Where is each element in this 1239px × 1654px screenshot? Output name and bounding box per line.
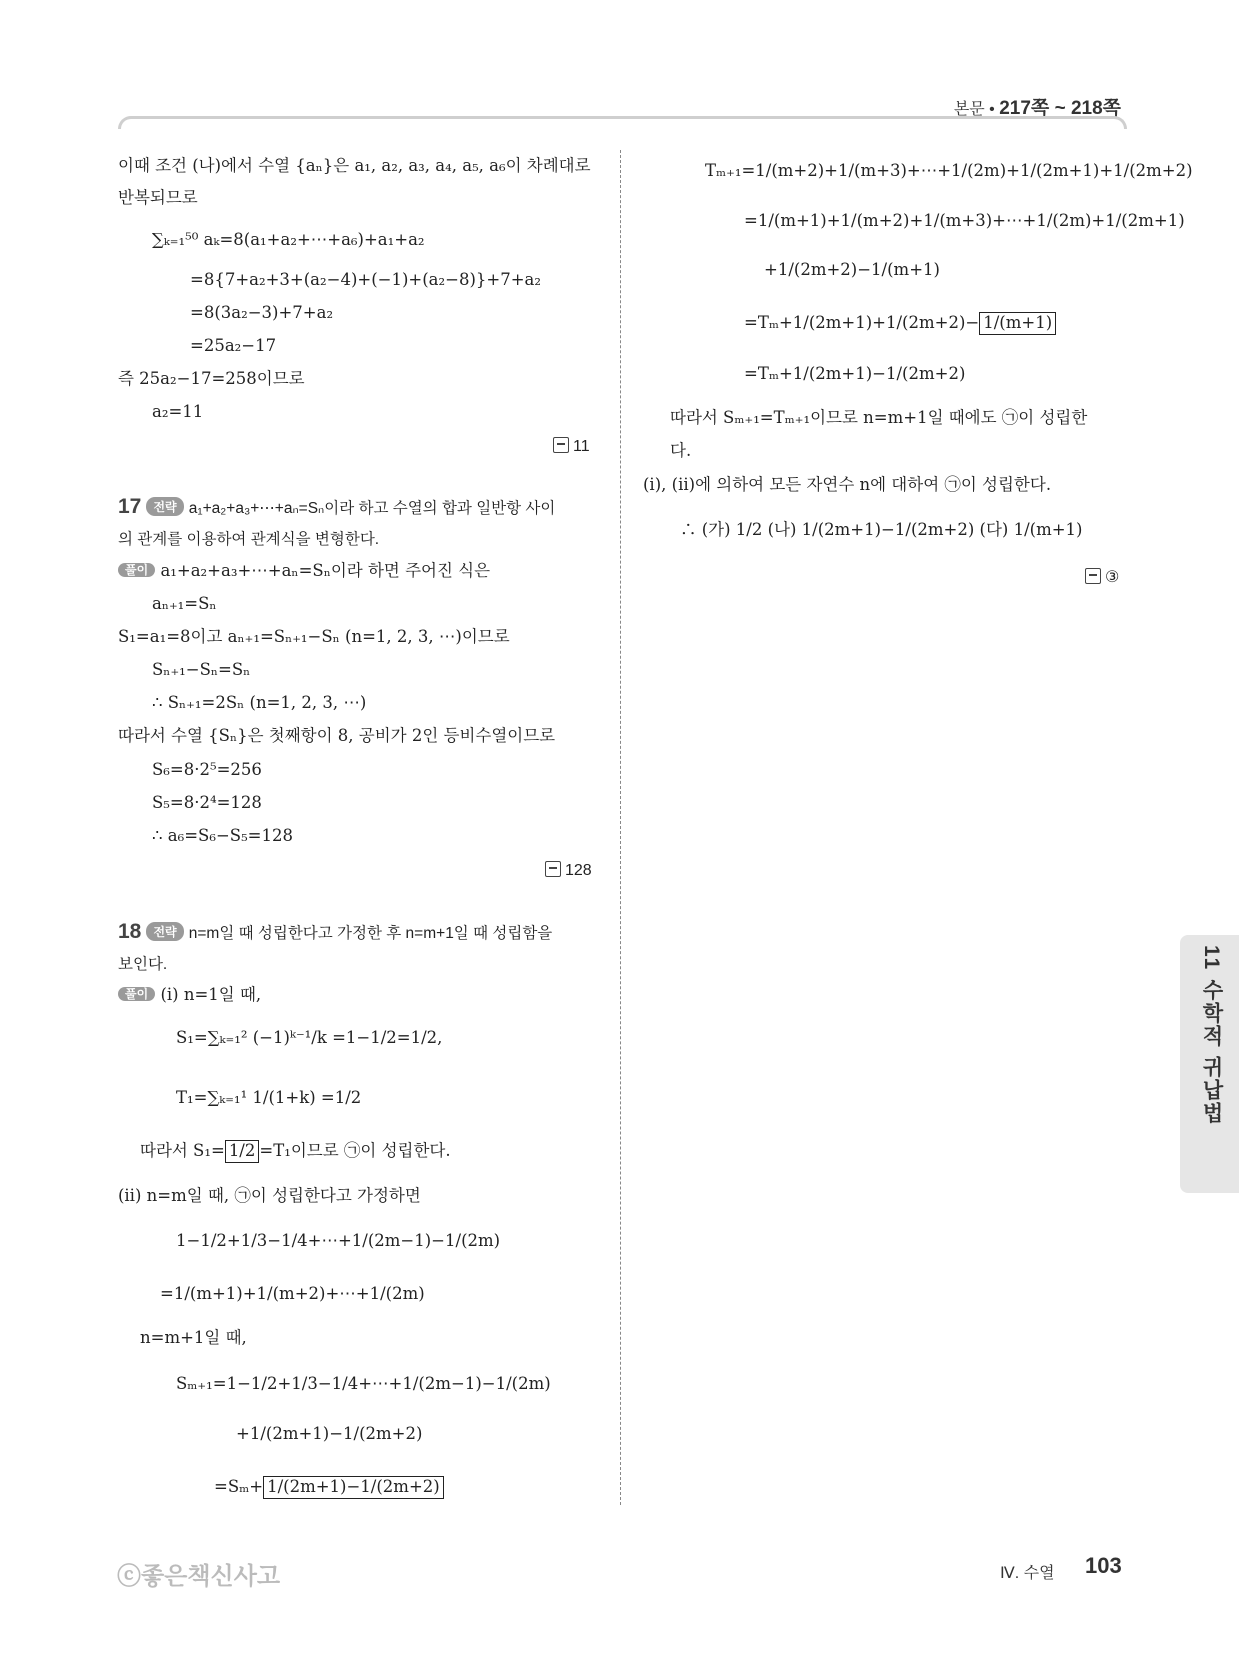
equation-line: ∴ Sₙ₊₁=2Sₙ (n=1, 2, 3, ⋯) (152, 693, 367, 712)
equation-line: ∴ a₆=S₆−S₅=128 (152, 826, 293, 845)
equation-line: S₅=8·2⁴=128 (152, 793, 262, 812)
problem-number: 17 (118, 495, 142, 518)
page-number: 103 (1085, 1553, 1122, 1578)
blank-da: 1/(m+1) (979, 312, 1056, 335)
solution-line: 풀이 a₁+a₂+a₃+⋯+aₙ=Sₙ이라 하면 주어진 식은 (118, 563, 490, 580)
equation-line: a₂=11 (152, 402, 204, 421)
chapter-tab-label: 11 수학적 귀납법 (1200, 945, 1223, 1125)
equation-line: 1−1/2+1/3−1/4+⋯+1/(2m−1)−1/(2m) (176, 1231, 501, 1250)
equation-T1: T₁=∑ₖ₌₁¹ 1/(1+k) =1/2 (176, 1088, 362, 1107)
equation-line: =1/(m+1)+1/(m+2)+1/(m+3)+⋯+1/(2m)+1/(2m+1) (744, 211, 1185, 230)
equation-line: =8(3a₂−3)+7+a₂ (190, 303, 334, 322)
text-line: (ⅱ) n=m일 때, ㉠이 성립한다고 가정하면 (118, 1186, 421, 1205)
answer-16: 11 (553, 437, 590, 456)
publisher-logo: ⓒ좋은책신사고 (117, 1563, 281, 1590)
conclusion-line: ∴ (가) 1/2 (나) 1/(2m+1)−1/(2m+2) (다) 1/(m+1) (680, 520, 1083, 539)
text-line: 다. (670, 441, 692, 460)
answer-icon (545, 861, 561, 877)
text-line: 반복되므로 (118, 188, 198, 207)
blank-ga: 1/2 (225, 1140, 260, 1163)
answer-18: ③ (1085, 567, 1119, 587)
equation-line: =25a₂−17 (190, 336, 277, 355)
problem-17-strategy: 17 전략 a₁+a₂+a₃+⋯+aₙ=Sₙ이라 하고 수열의 합과 일반항 사이 (118, 495, 556, 518)
column-separator (620, 150, 621, 1505)
equation-line: =8{7+a₂+3+(a₂−4)+(−1)+(a₂−8)}+7+a₂ (190, 270, 541, 289)
equation-line: =Tₘ+1/(2m+1)−1/(2m+2) (744, 364, 966, 383)
equation-S1: S₁=∑ₖ₌₁² (−1)ᵏ⁻¹/k =1−1/2=1/2, (176, 1028, 443, 1047)
text-line: S₁=a₁=8이고 aₙ₊₁=Sₙ₊₁−Sₙ (n=1, 2, 3, ⋯)이므로 (118, 627, 510, 646)
text-line: n=m+1일 때, (140, 1328, 247, 1347)
strategy-line: 의 관계를 이용하여 관계식을 변형한다. (118, 531, 380, 548)
footer-section: Ⅳ. 수열 (1000, 1565, 1055, 1582)
equation-line: Sₙ₊₁−Sₙ=Sₙ (152, 660, 251, 679)
problem-18-strategy: 18 전략 n=m일 때 성립한다고 가정한 후 n=m+1일 때 성립함을 (118, 920, 553, 943)
equation-line: =Sₘ+ 1/(2m+1)−1/(2m+2) (214, 1476, 444, 1499)
answer-17: 128 (545, 861, 592, 880)
text-line: 따라서 Sₘ₊₁=Tₘ₊₁이므로 n=m+1일 때에도 ㉠이 성립한 (670, 408, 1088, 427)
problem-number: 18 (118, 920, 142, 943)
text-line: 따라서 S₁= 1/2 =T₁이므로 ㉠이 성립한다. (140, 1140, 451, 1163)
equation-line: +1/(2m+2)−1/(m+1) (764, 260, 940, 279)
answer-icon (553, 437, 569, 453)
text-line: 따라서 수열 {Sₙ}은 첫째항이 8, 공비가 2인 등비수열이므로 (118, 726, 556, 745)
page-reference: 본문 • 217쪽 ~ 218쪽 (953, 98, 1121, 119)
text-line: (ⅰ), (ⅱ)에 의하여 모든 자연수 n에 대하여 ㉠이 성립한다. (643, 475, 1052, 494)
strategy-badge: 전략 (146, 922, 183, 941)
equation-line: =1/(m+1)+1/(m+2)+⋯+1/(2m) (160, 1284, 425, 1303)
solution-badge: 풀이 (118, 563, 155, 577)
blank-na: 1/(2m+1)−1/(2m+2) (263, 1476, 444, 1499)
strategy-badge: 전략 (146, 497, 183, 516)
solution-badge: 풀이 (118, 987, 155, 1001)
equation-line: Tₘ₊₁=1/(m+2)+1/(m+3)+⋯+1/(2m)+1/(2m+1)+1/(2m+2) (705, 161, 1193, 180)
strategy-line: 보인다. (118, 956, 168, 973)
answer-icon (1085, 568, 1101, 584)
equation-line: =Tₘ+1/(2m+1)+1/(2m+2)− 1/(m+1) (744, 312, 1056, 335)
equation-line: S₆=8·2⁵=256 (152, 760, 262, 779)
text-line: 즉 25a₂−17=258이므로 (118, 369, 305, 388)
equation-line: Sₘ₊₁=1−1/2+1/3−1/4+⋯+1/(2m−1)−1/(2m) (176, 1374, 551, 1393)
equation-line: aₙ₊₁=Sₙ (152, 594, 217, 613)
equation-line: ∑ₖ₌₁⁵⁰ aₖ=8(a₁+a₂+⋯+a₆)+a₁+a₂ (152, 230, 425, 249)
equation-line: +1/(2m+1)−1/(2m+2) (236, 1424, 423, 1443)
solution-line: 풀이 (ⅰ) n=1일 때, (118, 987, 261, 1004)
header-divider (118, 116, 1127, 129)
text-line: 이때 조건 (나)에서 수열 {aₙ}은 a₁, a₂, a₃, a₄, a₅, a₆이 차례대로 (118, 156, 591, 175)
